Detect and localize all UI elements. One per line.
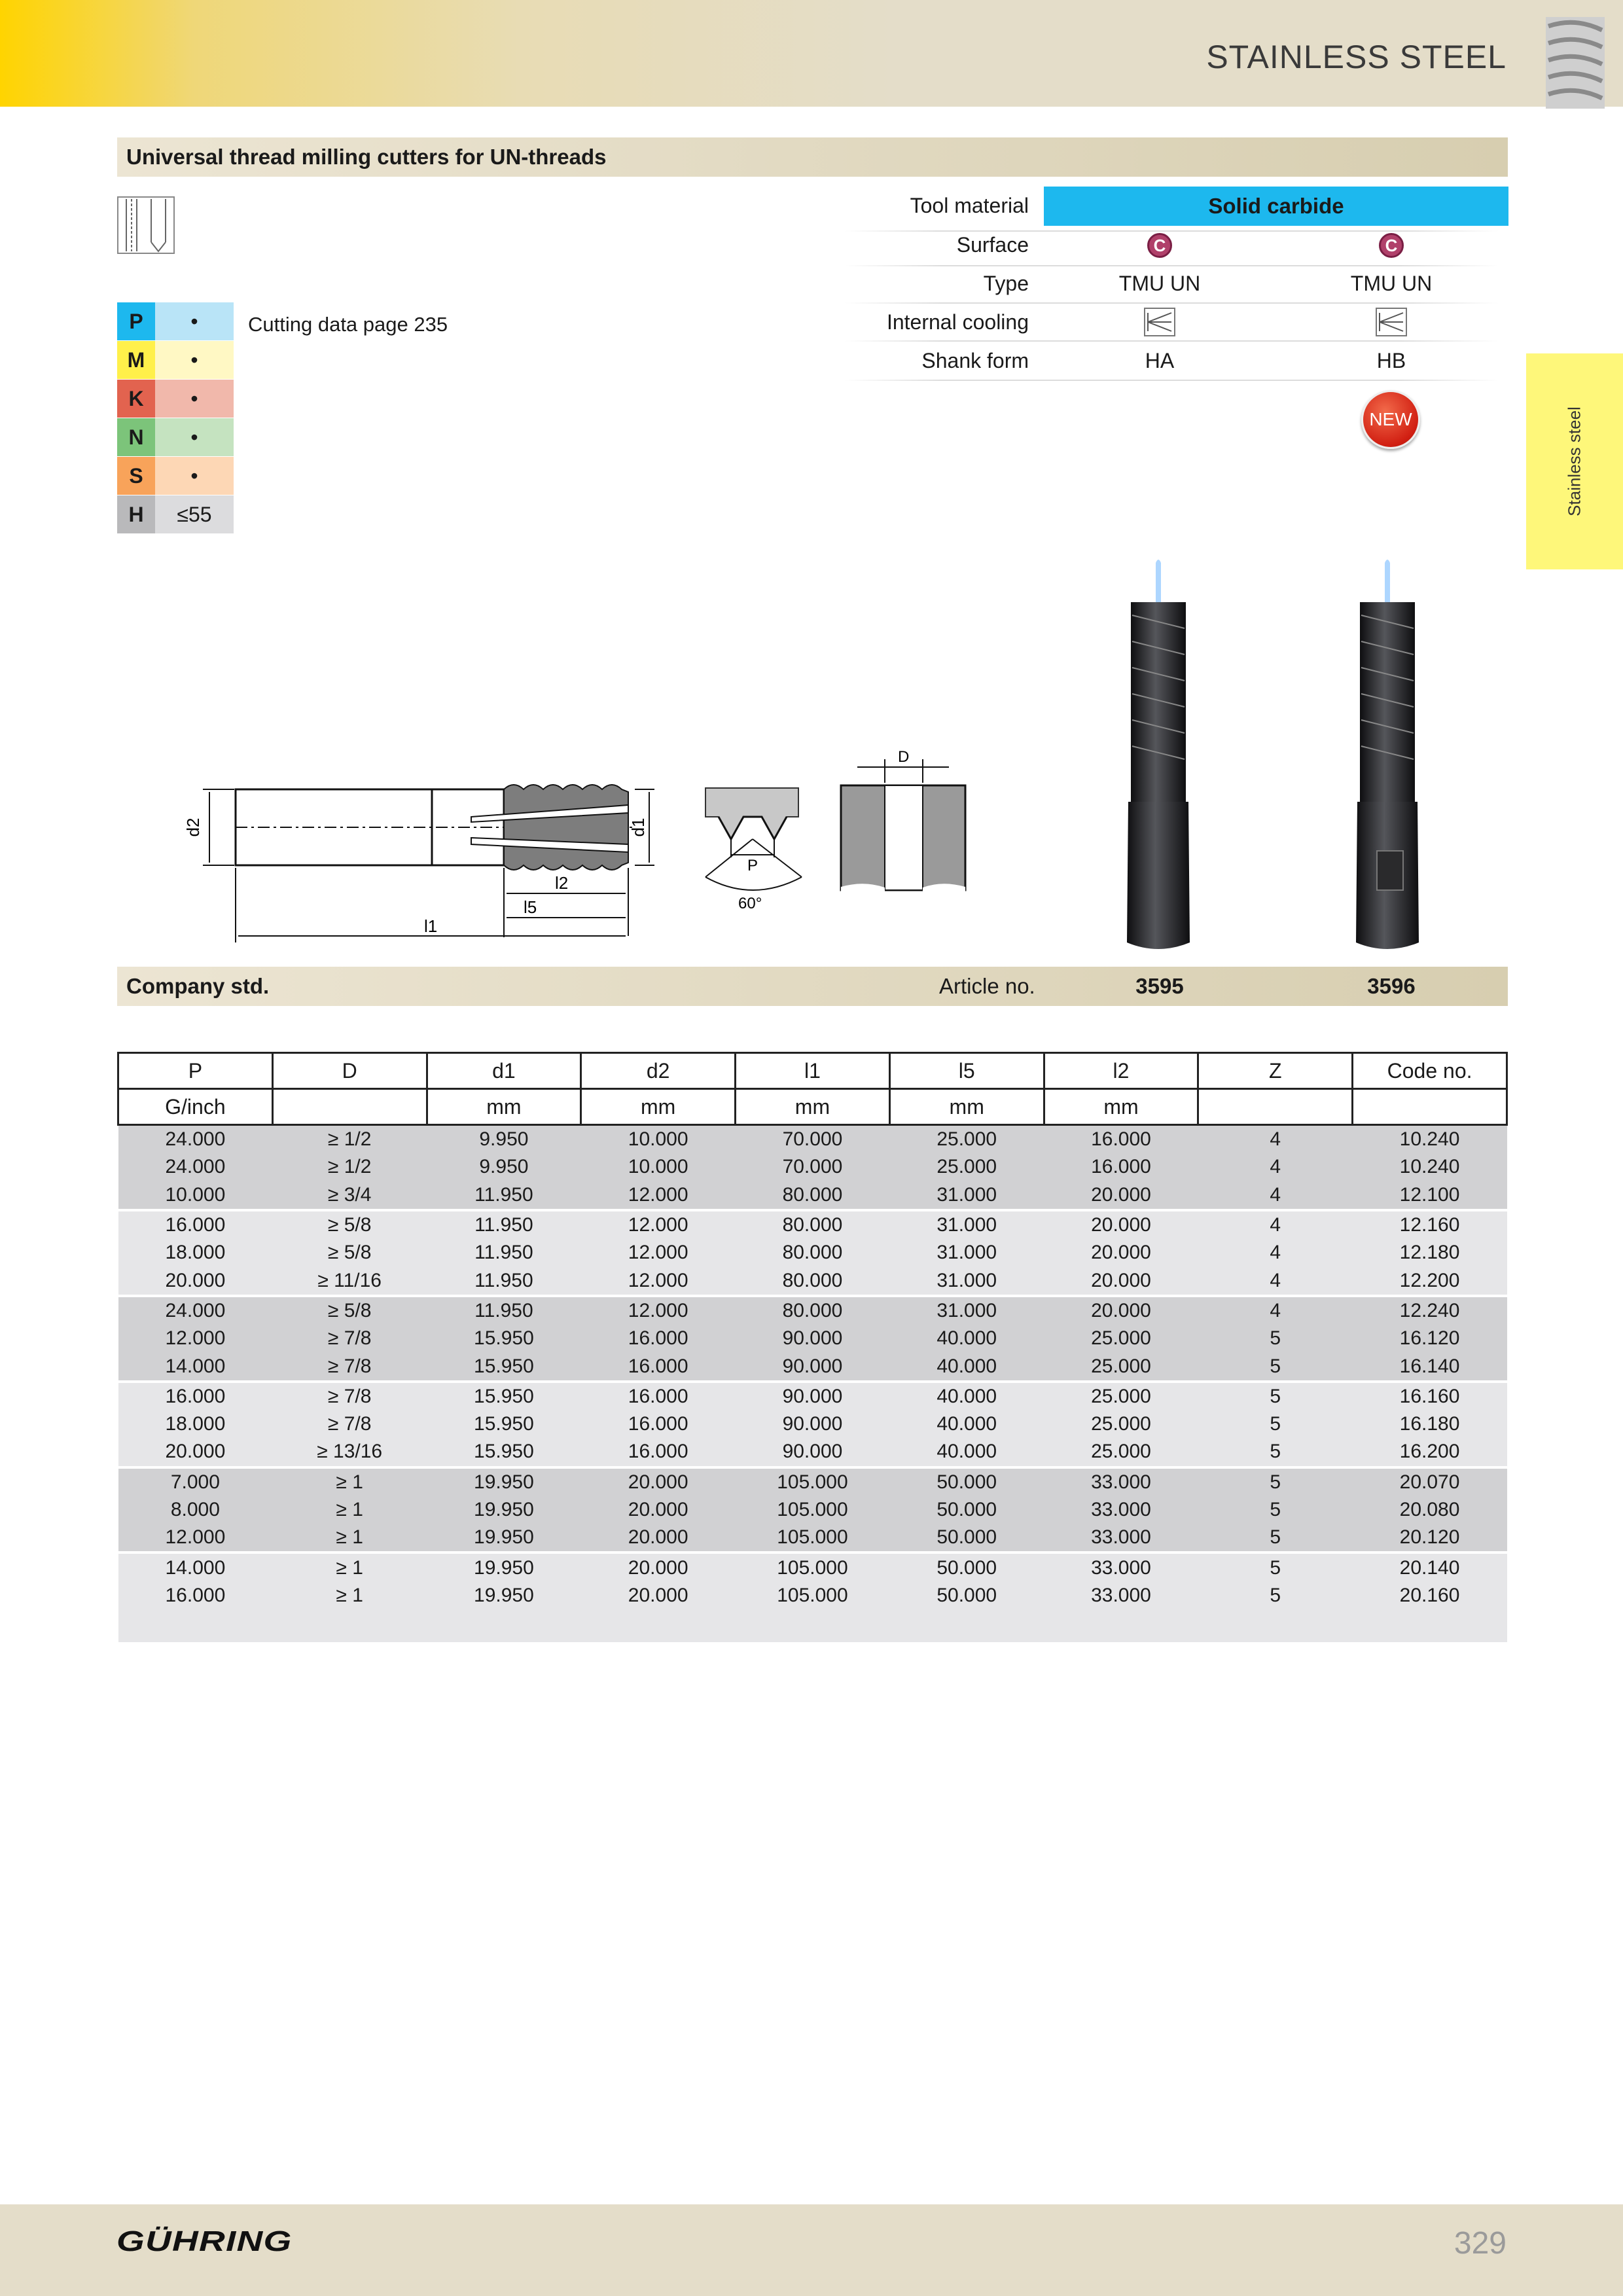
product-image-3595 [1113,556,1204,956]
table-cell: 20.000 [118,1438,273,1467]
table-cell: 19.950 [427,1552,581,1581]
dimensions-table [117,1052,1508,1642]
column-header: d2 [581,1053,736,1089]
column-unit: G/inch [118,1089,273,1125]
table-cell: 15.950 [427,1410,581,1438]
column-header: l1 [736,1053,890,1089]
table-cell: 12.240 [1353,1296,1507,1325]
table-cell: 12.180 [1353,1239,1507,1266]
table-cell [1353,1609,1507,1642]
table-cell: 11.950 [427,1239,581,1266]
table-cell: ≥ 7/8 [272,1382,427,1410]
table-cell: 14.000 [118,1352,273,1381]
company-std-label: Company std. [126,974,270,998]
table-cell: 105.000 [736,1496,890,1524]
table-cell: 25.000 [1044,1325,1198,1352]
table-cell: 15.950 [427,1382,581,1410]
table-cell: 15.950 [427,1325,581,1352]
table-cell: 40.000 [889,1438,1044,1467]
table-cell: 25.000 [1044,1352,1198,1381]
table-cell: 31.000 [889,1239,1044,1266]
tool-material-value: Solid carbide [1208,194,1344,218]
article-number[interactable]: 3595 [1135,974,1184,998]
table-cell: 4 [1198,1153,1353,1181]
bore-diameter-label: D [898,748,910,766]
table-cell: 90.000 [736,1325,890,1352]
table-cell: 25.000 [1044,1410,1198,1438]
table-cell: 15.950 [427,1352,581,1381]
table-cell: 10.240 [1353,1125,1507,1154]
table-cell: ≥ 1 [272,1524,427,1552]
table-row [118,1352,1507,1381]
page-header [0,0,1623,107]
table-cell: 15.950 [427,1438,581,1467]
table-cell: 16.000 [581,1352,736,1381]
column-unit: mm [427,1089,581,1125]
table-cell: 24.000 [118,1296,273,1325]
table-cell: ≥ 3/4 [272,1181,427,1210]
material-group-value: • [155,457,234,495]
table-cell: 50.000 [889,1496,1044,1524]
table-cell: 12.000 [118,1325,273,1352]
table-row [118,1325,1507,1352]
table-cell: 10.000 [581,1153,736,1181]
table-cell: 80.000 [736,1296,890,1325]
table-cell: ≥ 5/8 [272,1210,427,1239]
table-cell: 20.000 [1044,1210,1198,1239]
table-cell [889,1609,1044,1642]
table-row [118,1210,1507,1239]
table-cell: 90.000 [736,1382,890,1410]
material-group-row [117,302,234,340]
divider [844,340,1499,342]
new-badge: NEW [1361,390,1420,449]
table-cell: 5 [1198,1524,1353,1552]
column-unit: mm [889,1089,1044,1125]
table-cell: 18.000 [118,1239,273,1266]
column-header: D [272,1053,427,1089]
table-cell: 31.000 [889,1296,1044,1325]
material-group-letter: H [117,495,155,533]
table-cell: 16.160 [1353,1382,1507,1410]
table-cell: 25.000 [889,1125,1044,1154]
table-cell: 10.000 [118,1181,273,1210]
table-cell: 20.000 [581,1582,736,1609]
table-cell: 5 [1198,1410,1353,1438]
table-cell: 31.000 [889,1266,1044,1295]
table-cell: 12.000 [581,1296,736,1325]
material-group-letter: K [117,380,155,418]
table-cell: 11.950 [427,1296,581,1325]
article-number[interactable]: 3596 [1367,974,1416,998]
table-cell: 20.000 [118,1266,273,1295]
table-cell: ≥ 1/2 [272,1125,427,1154]
table-row [118,1438,1507,1467]
pitch-label: P [747,857,758,874]
table-cell: 90.000 [736,1352,890,1381]
table-cell: ≥ 11/16 [272,1266,427,1295]
table-cell: 20.140 [1353,1552,1507,1581]
table-cell: 20.070 [1353,1467,1507,1496]
material-group-value: • [155,302,234,340]
table-cell: 4 [1198,1181,1353,1210]
product-image-3596 [1342,556,1433,956]
thread-screw-icon [1539,17,1611,109]
table-cell: 105.000 [736,1582,890,1609]
table-cell: 40.000 [889,1410,1044,1438]
side-tab-label: Stainless steel [1564,406,1584,516]
table-cell: 16.000 [581,1325,736,1352]
table-cell: 20.000 [1044,1266,1198,1295]
material-group-value: ≤55 [155,495,234,533]
table-cell: 12.000 [118,1524,273,1552]
table-cell: 20.000 [581,1552,736,1581]
table-cell: 80.000 [736,1210,890,1239]
table-cell: ≥ 7/8 [272,1410,427,1438]
table-cell: 8.000 [118,1496,273,1524]
table-cell: 10.240 [1353,1153,1507,1181]
table-cell [736,1609,890,1642]
table-row [118,1467,1507,1496]
technical-drawing [157,740,1008,956]
table-cell [118,1609,273,1642]
table-cell: 20.160 [1353,1582,1507,1609]
table-cell: 4 [1198,1296,1353,1325]
table-row [118,1524,1507,1552]
material-group-row [117,380,234,418]
table-cell: 12.000 [581,1181,736,1210]
column-unit [272,1089,427,1125]
table-cell [427,1609,581,1642]
table-cell: 9.950 [427,1125,581,1154]
table-cell: 19.950 [427,1524,581,1552]
table-cell: 25.000 [1044,1438,1198,1467]
table-cell: 16.140 [1353,1352,1507,1381]
table-cell: 105.000 [736,1552,890,1581]
shank-form-label: Shank form [921,349,1029,372]
material-group-letter: S [117,457,155,495]
table-cell: 70.000 [736,1153,890,1181]
table-cell: 11.950 [427,1210,581,1239]
surface-label: Surface [956,233,1029,257]
table-row [118,1410,1507,1438]
column-header: P [118,1053,273,1089]
table-cell: 105.000 [736,1524,890,1552]
table-cell: 20.000 [581,1496,736,1524]
table-cell: 12.160 [1353,1210,1507,1239]
type-value: TMU UN [1118,272,1201,295]
cutting-data-reference[interactable]: Cutting data page 235 [248,313,448,336]
table-cell: ≥ 7/8 [272,1352,427,1381]
table-cell: 31.000 [889,1210,1044,1239]
table-cell: 16.000 [581,1438,736,1467]
table-cell: 16.000 [581,1410,736,1438]
surface-coating-icon: C [1147,233,1172,258]
table-row [118,1296,1507,1325]
table-cell: ≥ 1/2 [272,1153,427,1181]
table-cell: 16.200 [1353,1438,1507,1467]
table-cell: 5 [1198,1496,1353,1524]
table-cell: 24.000 [118,1153,273,1181]
internal-cooling-icon [1144,308,1175,336]
table-cell: 4 [1198,1125,1353,1154]
table-cell: 33.000 [1044,1552,1198,1581]
type-label: Type [983,272,1029,295]
table-cell [272,1609,427,1642]
table-cell: 16.000 [118,1582,273,1609]
table-cell: 16.120 [1353,1325,1507,1352]
table-cell: 50.000 [889,1552,1044,1581]
table-cell: 80.000 [736,1239,890,1266]
material-group-letter: P [117,302,155,340]
table-cell: 7.000 [118,1467,273,1496]
d2-label: d2 [183,817,203,837]
column-unit [1353,1089,1507,1125]
page-number: 329 [1454,2226,1507,2261]
table-cell: 19.950 [427,1582,581,1609]
table-cell: 9.950 [427,1153,581,1181]
article-no-label: Article no. [939,974,1035,998]
table-cell: 20.000 [581,1524,736,1552]
table-cell: 4 [1198,1239,1353,1266]
table-cell: 16.000 [118,1210,273,1239]
table-row [118,1552,1507,1581]
table-cell: 5 [1198,1552,1353,1581]
table-cell: 20.000 [581,1467,736,1496]
divider [844,302,1499,304]
l5-label: l5 [524,897,537,917]
table-cell: 90.000 [736,1410,890,1438]
table-cell: 40.000 [889,1325,1044,1352]
table-cell: 70.000 [736,1125,890,1154]
section-title: Universal thread milling cutters for UN-threads [117,137,1508,177]
table-cell [1044,1609,1198,1642]
table-cell: 40.000 [889,1382,1044,1410]
table-cell: 4 [1198,1210,1353,1239]
material-group-value: • [155,341,234,379]
table-cell: 5 [1198,1467,1353,1496]
type-value: TMU UN [1350,272,1433,295]
table-cell: 31.000 [889,1181,1044,1210]
column-unit: mm [581,1089,736,1125]
table-cell: 16.180 [1353,1410,1507,1438]
material-group-value: • [155,418,234,456]
material-group-value: • [155,380,234,418]
l1-label: l1 [424,916,438,936]
table-row [118,1153,1507,1181]
table-cell: 19.950 [427,1467,581,1496]
table-cell: 16.000 [1044,1125,1198,1154]
material-group-row [117,457,234,495]
table-cell: 105.000 [736,1467,890,1496]
material-group-row [117,495,234,533]
table-cell: 5 [1198,1382,1353,1410]
material-group-row [117,341,234,379]
table-cell: 12.000 [581,1266,736,1295]
table-cell: 90.000 [736,1438,890,1467]
column-unit [1198,1089,1353,1125]
table-cell: 12.200 [1353,1266,1507,1295]
table-cell: 24.000 [118,1125,273,1154]
l2-label: l2 [555,873,569,893]
column-header: d1 [427,1053,581,1089]
table-cell: 50.000 [889,1467,1044,1496]
material-group-row [117,418,234,456]
table-cell [581,1609,736,1642]
table-cell: 16.000 [118,1382,273,1410]
table-cell: 4 [1198,1266,1353,1295]
table-row [118,1496,1507,1524]
table-cell: 16.000 [581,1382,736,1410]
table-cell: 20.000 [1044,1296,1198,1325]
header-title: STAINLESS STEEL [1206,39,1507,75]
table-cell: 33.000 [1044,1467,1198,1496]
d1-label: d1 [628,817,648,837]
table-cell: 20.000 [1044,1181,1198,1210]
material-group-letter: N [117,418,155,456]
table-cell: ≥ 7/8 [272,1325,427,1352]
table-cell: 80.000 [736,1266,890,1295]
table-row [118,1181,1507,1210]
table-cell: 5 [1198,1352,1353,1381]
divider [844,380,1499,381]
tool-type-icon [117,196,175,255]
company-logo: GÜHRING [116,2225,293,2257]
column-unit: mm [736,1089,890,1125]
table-cell: 5 [1198,1438,1353,1467]
table-cell: ≥ 1 [272,1582,427,1609]
column-header: l2 [1044,1053,1198,1089]
divider [844,265,1499,266]
table-header-row [118,1053,1507,1089]
table-row [118,1582,1507,1609]
table-cell: 80.000 [736,1181,890,1210]
column-unit: mm [1044,1089,1198,1125]
table-cell: 33.000 [1044,1582,1198,1609]
column-header: l5 [889,1053,1044,1089]
table-cell [1198,1609,1353,1642]
table-cell: ≥ 1 [272,1467,427,1496]
table-cell: 50.000 [889,1582,1044,1609]
table-cell: 20.120 [1353,1524,1507,1552]
table-cell: 33.000 [1044,1496,1198,1524]
surface-coating-icon: C [1379,233,1404,258]
table-cell: 16.000 [1044,1153,1198,1181]
table-cell: 33.000 [1044,1524,1198,1552]
table-row [118,1239,1507,1266]
table-cell: 5 [1198,1582,1353,1609]
table-unit-row [118,1089,1507,1125]
table-cell: ≥ 1 [272,1552,427,1581]
internal-cooling-label: Internal cooling [886,310,1029,334]
table-cell: 10.000 [581,1125,736,1154]
table-cell: 19.950 [427,1496,581,1524]
table-end-spacer [118,1609,1507,1642]
table-row [118,1266,1507,1295]
table-cell: 25.000 [1044,1382,1198,1410]
table-cell: 5 [1198,1325,1353,1352]
column-header: Z [1198,1053,1353,1089]
table-cell: 40.000 [889,1352,1044,1381]
table-cell: ≥ 5/8 [272,1296,427,1325]
shank-form-value: HA [1145,349,1175,372]
table-cell: ≥ 1 [272,1496,427,1524]
table-cell: 12.000 [581,1210,736,1239]
table-cell: 11.950 [427,1266,581,1295]
material-group-letter: M [117,341,155,379]
table-cell: 20.000 [1044,1239,1198,1266]
table-row [118,1382,1507,1410]
table-cell: 12.100 [1353,1181,1507,1210]
internal-cooling-icon [1376,308,1407,336]
table-cell: 12.000 [581,1239,736,1266]
table-cell: ≥ 5/8 [272,1239,427,1266]
divider [844,230,1499,232]
side-tab[interactable] [1526,353,1623,569]
table-cell: 11.950 [427,1181,581,1210]
table-cell: 18.000 [118,1410,273,1438]
tool-material-label: Tool material [910,194,1029,217]
angle-label: 60° [738,895,762,912]
column-header: Code no. [1353,1053,1507,1089]
shank-form-value: HB [1376,349,1406,372]
table-row [118,1125,1507,1154]
table-cell: 20.080 [1353,1496,1507,1524]
table-cell: 25.000 [889,1153,1044,1181]
table-cell: 14.000 [118,1552,273,1581]
table-cell: 50.000 [889,1524,1044,1552]
table-cell: ≥ 13/16 [272,1438,427,1467]
